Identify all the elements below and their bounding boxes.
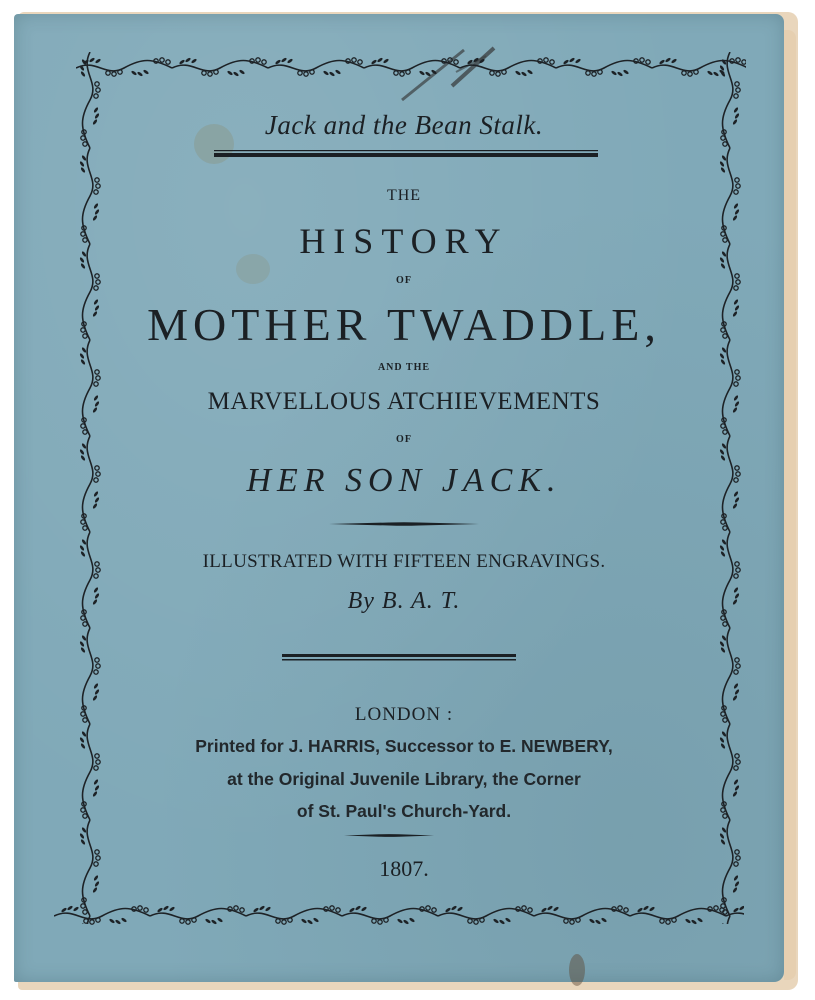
imprint-line-1: Printed for J. HARRIS, Successor to E. NEWBERY, bbox=[195, 736, 613, 756]
page-edge bbox=[784, 30, 796, 980]
title-mother-twaddle: MOTHER TWADDLE, bbox=[147, 299, 661, 350]
imprint-line-2: at the Original Juvenile Library, the Corner bbox=[227, 769, 581, 789]
stain bbox=[569, 954, 585, 986]
double-rule bbox=[214, 150, 598, 158]
series-title: Jack and the Bean Stalk. bbox=[264, 110, 544, 140]
title-history: HISTORY bbox=[299, 221, 509, 261]
author-line: By B. A. T. bbox=[347, 588, 461, 614]
vine-border-bottom bbox=[54, 900, 744, 930]
illustrated-line: ILLUSTRATED WITH FIFTEEN ENGRAVINGS. bbox=[202, 551, 606, 572]
title-and-the: AND THE bbox=[377, 362, 431, 373]
imprint-line-3: of St. Paul's Church-Yard. bbox=[296, 801, 512, 821]
title-of-2: OF bbox=[396, 434, 412, 445]
title-the: THE bbox=[386, 187, 422, 204]
vine-border-right bbox=[716, 52, 746, 924]
book-cover bbox=[14, 14, 784, 982]
publication-year: 1807. bbox=[379, 856, 429, 881]
swell-rule-2 bbox=[344, 834, 434, 837]
title-of: OF bbox=[396, 275, 412, 286]
title-her-son-jack: HER SON JACK. bbox=[246, 462, 562, 499]
imprint-city: LONDON : bbox=[354, 704, 454, 725]
double-rule-2 bbox=[282, 654, 516, 662]
title-marvellous: MARVELLOUS ATCHIEVEMENTS bbox=[207, 388, 601, 415]
vine-border-top bbox=[76, 52, 746, 82]
swell-rule bbox=[329, 522, 479, 526]
